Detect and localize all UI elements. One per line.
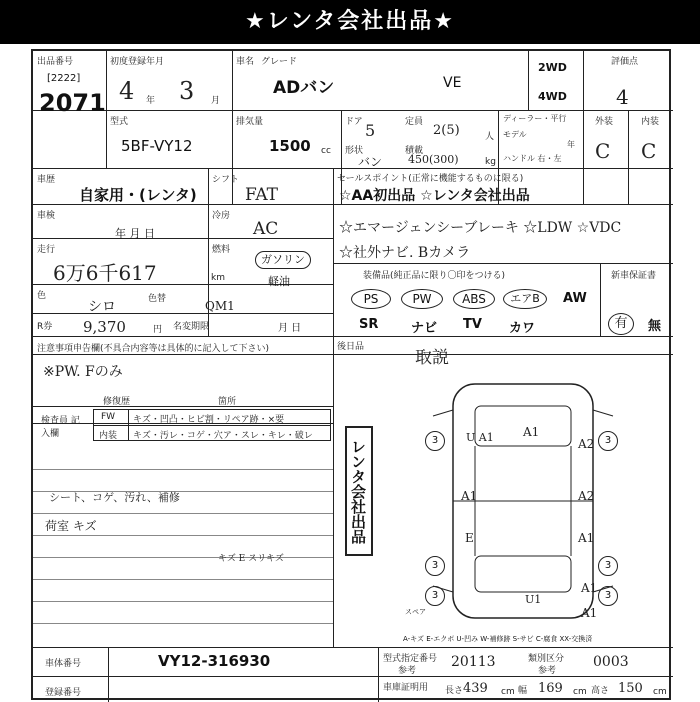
equip-tv: TV xyxy=(463,317,482,332)
car-name: ADバン xyxy=(273,78,335,98)
damage-mark-bumper: A1 xyxy=(581,606,598,620)
damage-note-2: 荷室 キズ xyxy=(45,519,97,533)
equip-pw: PW xyxy=(401,289,443,309)
lot-number: 2071 xyxy=(39,89,106,117)
fuel-gasoline: ガソリン xyxy=(255,251,311,269)
damage-mark-right-door: A2 xyxy=(578,489,595,503)
damage-mark-roof: A1 xyxy=(523,425,540,439)
car-name-label: 車名 xyxy=(236,57,255,67)
spare-label: スペア xyxy=(405,608,426,616)
doors: 5 xyxy=(365,121,376,140)
damage-legend: A-キズ E-エクボ U-凹み W-補修跡 S-サビ C-腐食 XX-交換済 xyxy=(403,635,593,643)
exterior-score: C xyxy=(595,139,611,163)
evaluation-label: 評価点 xyxy=(611,57,639,67)
tire-mark-rl: 3 xyxy=(425,556,445,576)
rental-stamp: レンタ会社出品 xyxy=(345,426,373,556)
reg-year: 4 xyxy=(119,77,135,105)
length: 439 xyxy=(463,681,488,696)
tire-mark-rl2: 3 xyxy=(425,586,445,606)
damage-mark-rear-right: A1 xyxy=(581,581,598,595)
page-title: ★レンタ会社出品★ xyxy=(0,0,700,44)
inspection: 年 月 日 xyxy=(115,227,155,240)
width: 169 xyxy=(538,681,563,696)
damage-mark-left-rear: E xyxy=(465,531,474,545)
damage-mark-right-rear: A1 xyxy=(578,531,595,545)
warranty-no: 無 xyxy=(648,319,662,334)
shift: FAT xyxy=(245,185,279,205)
category-number: 0003 xyxy=(593,654,629,670)
equip-abs: ABS xyxy=(453,289,495,309)
model: 5BF-VY12 xyxy=(121,137,193,155)
damage-note-3: キズ E スリキズ xyxy=(218,554,284,564)
tire-mark-rr2: 3 xyxy=(598,586,618,606)
shape: バン xyxy=(358,155,383,169)
notes: ※PW. Fのみ xyxy=(43,364,123,380)
name-change: 月 日 xyxy=(278,323,302,334)
equip-ps: PS xyxy=(351,289,391,309)
selling-point-1: ☆AA初出品 ☆レンタ会社出品 xyxy=(339,188,530,204)
damage-mark-front-right: A2 xyxy=(578,437,595,451)
tire-mark-fl: 3 xyxy=(425,431,445,451)
fuel-diesel: 軽油 xyxy=(268,275,290,288)
eval-score: 4 xyxy=(616,85,629,109)
tire-mark-rr: 3 xyxy=(598,556,618,576)
grade: VE xyxy=(443,75,462,91)
fwd-label: 4WD xyxy=(538,90,567,103)
recycle: 9,370 xyxy=(83,318,126,336)
lot-number-label: 出品番号 xyxy=(37,57,74,67)
height: 150 xyxy=(618,681,643,696)
color-change-code: QM1 xyxy=(205,299,235,313)
equip-aw: AW xyxy=(563,291,587,306)
load: 450(300) xyxy=(408,153,459,166)
warranty-yes: 有 xyxy=(608,313,634,335)
cooler: AC xyxy=(253,219,279,239)
capacity: 2(5) xyxy=(433,123,460,138)
after-day: 取説 xyxy=(415,348,449,368)
reg-month: 3 xyxy=(179,77,195,105)
type-designation: 20113 xyxy=(451,654,496,670)
damage-note-1: シート、コゲ、汚れ、補修 xyxy=(49,491,180,504)
damage-mark-rear-u1: U1 xyxy=(525,593,542,606)
chassis-number: VY12-316930 xyxy=(158,652,271,670)
equip-navi: ナビ xyxy=(411,321,438,336)
first-reg-label: 初度登録年月 xyxy=(110,57,165,67)
interior-score: C xyxy=(641,139,657,163)
grade-label: グレード xyxy=(261,57,298,67)
lot-code: [2222] xyxy=(47,73,81,84)
history: 自家用・(レンタ) xyxy=(79,186,197,204)
equip-airbag: エアB xyxy=(503,289,547,309)
selling-point-2: ☆エマージェンシーブレーキ ☆LDW ☆VDC xyxy=(339,220,622,236)
displacement: 1500 xyxy=(269,137,311,155)
selling-point-3: ☆社外ナビ. Bカメラ xyxy=(339,245,471,261)
damage-mark-left-door: A1 xyxy=(461,489,478,503)
equip-leather: カワ xyxy=(509,321,536,336)
equip-sr: SR xyxy=(359,317,379,332)
mileage: 6万6千617 xyxy=(53,261,157,285)
twd-label: 2WD xyxy=(538,61,567,74)
auction-sheet: 出品番号 [2222] 2071 初度登録年月 4 年 3 月 車名 グレード ADバン VE 2WD 4WD 評価点 4 型式 5BF-VY12 排気量 1500 cc ドア 5 定員 2(5) 人 形状 バン 積載 450(300) kg ディーラー・平行 モデル 年 ハンドル 右・左 外装 内装 C C 車歴 自家用・(レンタ) シフト FAT 車検 年 月 日 冷房 AC 走行 6万6千617 km 燃料 ガソリン 軽油 色 シロ 色替 QM1 R券 9,370 円 名変期限 月 日 セールスポイント(正常に機能するものに限る) ☆AA初出品 ☆レンタ会社出品 ☆エマージェンシーブレーキ ☆LDW ☆VDC ☆社外ナビ. Bカメラ 装備品(純正品に限り〇印をつける) 新車保証書 PS PW ABS エアB AW SR ナビ TV カワ 有 無 注意事項申告欄(不具合内容等は具体的に記入して下さい) ※PW. Fのみ 修復歴 箇所 後日品 取説 検査員 記入欄 FW 内装 キズ・凹凸・ヒビ割・リペア跡・×要 キズ・汚レ・コゲ・穴ア・スレ・キレ・破レ シート、コゲ、汚れ、補修 荷室 キズ キズ E スリキズ レンタ会社出品 U A1 A1 A2 A1 A2 E A1 U1 A1 A1 3 3 3 3 3 3 スペア A-キズ E-エクボ U-凹み W-補修跡 S-サビ C-腐食 XX-交換済 車体番号 VY12-316930 登録番号 型式指定番号 参考 20113 類別区分 参考 0003 車庫証明用 長さ 439 cm 幅 169 cm 高さ 150 cm xyxy=(31,49,671,700)
color: シロ xyxy=(88,299,116,315)
tire-mark-fr: 3 xyxy=(598,431,618,451)
damage-mark-ua1: U A1 xyxy=(466,431,494,444)
